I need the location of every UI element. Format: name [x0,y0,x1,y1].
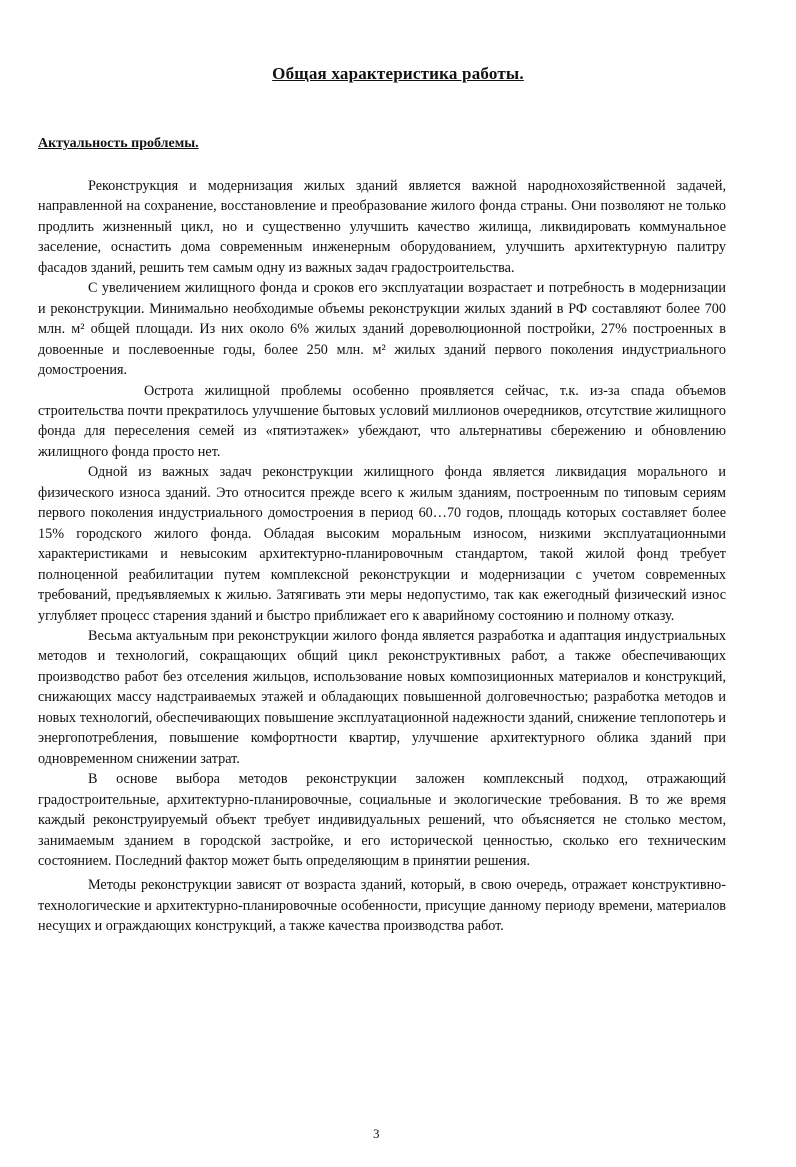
page-number: 3 [373,1126,380,1141]
document-title: Общая характеристика работы. [272,64,524,83]
paragraph-3: Острота жилищной проблемы особенно проявляется сейчас, т.к. из-за спада объемов строительства почти прекратилось улучшение бытовых условий миллионов очередников, отсутствие жилищного фонда для переселения семей из «пятиэтажек» убеждают, что альтернативы сбережению и обновлению жилищного фонда просто нет. [38,382,726,460]
paragraph-4: Одной из важных задач реконструкции жилищного фонда является ликвидация морального и физического износа зданий. Это относится прежде всего к жилым зданиям, построенным по типовым сериям первого поколения индустриального домостроения в период 60…70 годов, площадь которых составляет более 15% городского жилого фонда. Обладая высоким моральным износом, низкими эксплуатационными характеристиками и невысоким архитектурно-планировочным стандартом, такой жилой фонд требует полноценной реабилитации путем комплексной реконструкции и модернизации с учетом современных требований, предъявляемых к жилью. Затягивать эти меры недопустимо, так как ежегодный физический износ углубляет процесс старения зданий и быстро приближает его к аварийному состоянию и полному отказу. [38,464,726,624]
paragraph-5: Весьма актуальным при реконструкции жилого фонда является разработка и адаптация индустриальных методов и технологий, сокращающих общий цикл реконструктивных работ, а также обеспечивающих производство работ без отселения жильцов, использование новых композиционных материалов и конструкций, снижающих массу надстраиваемых этажей и обладающих повышенной долговечностью; разработка методов и новых технологий, обеспечивающих повышение эксплуатационной надежности зданий, снижение теплопотерь и энергопотребления, повышение комфортности квартир, улучшение архитектурного облика зданий при одновременном снижении затрат. [38,627,726,767]
paragraph-1: Реконструкция и модернизация жилых зданий является важной народнохозяйственной задачей, направленной на сохранение, восстановление и преобразование жилого фонда страны. Они позволяют не только продлить жизненный цикл, но и существенно улучшить качество жилища, ликвидировать коммунальное заселение, оснастить дома современным инженерным оборудованием, улучшить архитектурную палитру фасадов зданий, решить тем самым одну из важных задач градостроительства. [38,178,726,276]
body-text [38,176,726,937]
paragraph-7: Методы реконструкции зависят от возраста зданий, который, в свою очередь, отражает конструктивно-технологические и архитектурно-планировочные особенности, присущие данному периоду времени, материалов несущих и ограждающих конструкций, а также качества производства работ. [38,877,726,935]
section-heading: Актуальность проблемы. [38,136,199,151]
paragraph-2: С увеличением жилищного фонда и сроков его эксплуатации возрастает и потребность в модернизации и реконструкции. Минимально необходимые объемы реконструкции жилых зданий в РФ составляют более 700 млн. м² общей площади. Из них около 6% жилых зданий дореволюционной постройки, 27% построенных в довоенные и послевоенные годы, более 250 млн. м² жилых зданий первого поколения индустриального домостроения. [38,280,726,379]
paragraph-6: В основе выбора методов реконструкции заложен комплексный подход, отражающий градостроительные, архитектурно-планировочные, социальные и экологические требования. В то же время каждый реконструируемый объект требует индивидуальных решений, что объясняется не столько местом, занимаемым зданием в городской застройке, и его исторической ценностью, сколько его техническим состоянием. Последний фактор может быть определяющим в принятии решения. [38,771,726,869]
